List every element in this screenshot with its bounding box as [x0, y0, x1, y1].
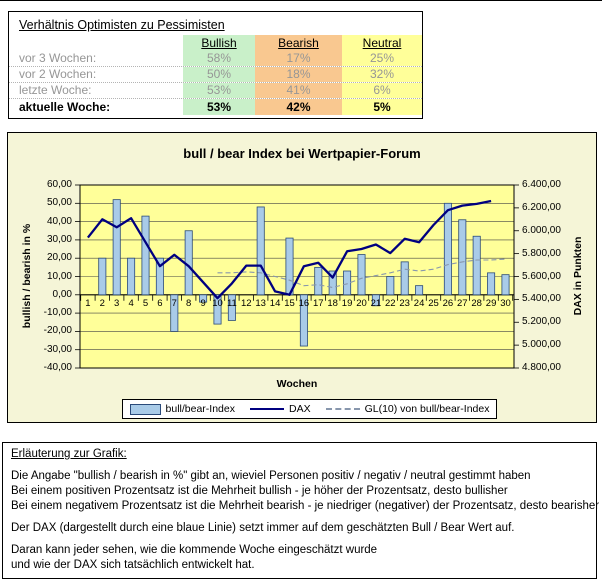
optimist-pessimist-table	[8, 11, 423, 119]
bull-bear-bar	[401, 262, 408, 295]
chart-legend	[122, 399, 497, 419]
explanation-line: Die Angabe "bullish / bearish in %" gibt an, wieviel Personen positiv / negativ / neutral gestimmt haben	[11, 470, 531, 482]
row-value: 53%	[183, 99, 255, 115]
x-tick-label: 1	[85, 298, 91, 309]
legend-item	[130, 403, 235, 415]
y-axis-left-title: bullish / bearish in %	[21, 223, 33, 329]
y-right-tick-label: 4.800,00	[522, 362, 561, 373]
x-tick-label: 28	[471, 298, 482, 309]
row-value: 17%	[255, 51, 342, 66]
table-row	[9, 99, 422, 115]
explanation-line: Erläuterung zur Grafik:	[11, 448, 127, 460]
bull-bear-bar	[444, 203, 451, 294]
column-header: Bearish	[255, 35, 342, 51]
bull-bear-bar	[99, 258, 106, 295]
y-left-tick-label: 60,00	[46, 179, 72, 190]
y-right-tick-label: 6.000,00	[522, 224, 561, 236]
y-left-tick-label: -20,00	[43, 325, 72, 337]
row-value: 41%	[255, 83, 342, 98]
explanation-line: Bei einem negativem Prozentsatz ist die Mehrheit bearish - je niedriger (negativer) der Prozentsatz, desto bearisher	[11, 500, 600, 512]
y-left-tick-label: 30,00	[46, 233, 72, 245]
x-axis-title: Wochen	[276, 378, 318, 390]
bull-bear-bar	[344, 271, 351, 295]
x-tick-label: 8	[186, 298, 192, 309]
x-tick-label: 2	[99, 298, 105, 309]
y-left-tick-label: 40,00	[46, 215, 72, 227]
y-right-tick-label: 5.600,00	[522, 270, 561, 282]
explanation-line	[11, 514, 596, 521]
y-left-tick-label: -10,00	[43, 307, 72, 319]
x-tick-label: 9	[200, 298, 206, 309]
row-value: 53%	[183, 83, 255, 98]
x-tick-label: 4	[128, 298, 134, 309]
y-left-tick-label: 10,00	[46, 270, 72, 282]
explanation-line	[11, 536, 596, 543]
x-tick-label: 10	[212, 298, 223, 309]
table-row	[9, 83, 422, 99]
bull-bear-bar	[488, 273, 495, 295]
y-left-tick-label: 50,00	[46, 197, 72, 209]
bull-bear-bar	[142, 216, 149, 295]
table-title: Verhältnis Optimisten zu Pessimisten	[19, 18, 225, 32]
y-left-tick-label: -40,00	[43, 362, 72, 373]
x-tick-label: 21	[370, 298, 382, 309]
row-label: vor 2 Wochen:	[19, 67, 97, 81]
legend-label: DAX	[288, 403, 311, 415]
table-row	[9, 67, 422, 83]
bull-bear-bar	[416, 286, 423, 295]
bull-bear-bar	[113, 200, 120, 295]
y-right-tick-label: 5.400,00	[522, 293, 561, 305]
explanation-box	[2, 442, 600, 579]
x-tick-label: 13	[255, 298, 266, 309]
x-tick-label: 20	[356, 298, 367, 309]
x-tick-label: 14	[269, 298, 281, 309]
x-tick-label: 7	[171, 298, 177, 309]
table-row	[9, 51, 422, 67]
row-label: letzte Woche:	[19, 83, 92, 97]
x-tick-label: 26	[442, 298, 454, 309]
y-right-tick-label: 5.800,00	[522, 247, 561, 259]
x-tick-label: 29	[485, 298, 497, 309]
table-grid	[9, 35, 422, 115]
row-value: 25%	[342, 51, 422, 66]
explanation-line: Bei einem positiven Prozentsatz ist die Mehrheit bullish - je höher der Prozentsatz, desto bullisher	[11, 485, 508, 497]
x-tick-label: 17	[313, 298, 324, 309]
explanation-line: Der DAX (dargestellt durch eine blaue Linie) setzt immer auf dem geschätzten Bull / Bear Wert auf.	[11, 522, 515, 534]
y-left-tick-label: 0,00	[52, 288, 72, 300]
x-tick-label: 27	[457, 298, 468, 309]
y-axis-right-title: DAX in Punkten	[572, 236, 584, 316]
x-tick-label: 3	[114, 298, 120, 309]
explanation-line: und wie der DAX sich tatsächlich entwickelt hat.	[11, 559, 255, 571]
row-value: 5%	[342, 99, 422, 115]
bull-bear-bar	[257, 207, 264, 295]
y-left-tick-label: 20,00	[46, 252, 72, 264]
bull-bear-bar	[286, 238, 293, 295]
x-tick-label: 18	[327, 298, 338, 309]
x-tick-label: 22	[385, 298, 396, 309]
column-header: Neutral	[342, 35, 422, 51]
x-tick-label: 6	[157, 298, 163, 309]
dash-swatch-icon	[326, 408, 360, 410]
y-right-tick-label: 6.200,00	[522, 201, 561, 213]
y-right-tick-label: 5.000,00	[522, 339, 561, 351]
y-right-tick-label: 6.400,00	[522, 179, 561, 190]
y-left-tick-label: -30,00	[43, 343, 72, 355]
y-right-tick-label: 5.200,00	[522, 316, 561, 328]
column-header: Bullish	[183, 35, 255, 51]
legend-item	[250, 403, 311, 415]
row-label: aktuelle Woche:	[19, 100, 111, 114]
bull-bear-bar	[502, 275, 509, 295]
chart-title: bull / bear Index bei Wertpapier-Forum	[183, 146, 421, 161]
bar-swatch-icon	[130, 404, 161, 415]
row-value: 42%	[255, 99, 342, 115]
row-value: 18%	[255, 67, 342, 82]
bull-bear-bar	[473, 236, 480, 295]
row-label: vor 3 Wochen:	[19, 51, 97, 65]
bull-bear-bar	[387, 277, 394, 295]
row-value: 50%	[183, 67, 255, 82]
line-swatch-icon	[250, 408, 284, 410]
x-tick-label: 15	[284, 298, 295, 309]
x-tick-label: 30	[500, 298, 511, 309]
legend-label: bull/bear-Index	[165, 403, 235, 415]
bull-bear-bar	[459, 220, 466, 295]
legend-label: GL(10) von bull/bear-Index	[364, 403, 490, 415]
row-value: 32%	[342, 67, 422, 82]
bull-bear-bar	[128, 258, 135, 295]
table-header-spacer	[9, 35, 183, 51]
plot-area	[80, 185, 514, 368]
row-value: 58%	[183, 51, 255, 66]
x-tick-label: 24	[413, 298, 425, 309]
bull-bear-bar	[315, 267, 322, 294]
x-tick-label: 5	[142, 298, 149, 309]
explanation-line: Daran kann jeder sehen, wie die kommende Woche eingeschätzt wurde	[11, 544, 378, 556]
x-tick-label: 16	[298, 298, 310, 309]
table-header-row	[9, 35, 422, 51]
bull-bear-bar	[358, 255, 365, 295]
explanation-line	[11, 462, 596, 469]
x-tick-label: 11	[226, 298, 237, 309]
legend-item	[326, 403, 490, 415]
row-value: 6%	[342, 83, 422, 98]
x-tick-label: 19	[341, 298, 353, 309]
x-tick-label: 25	[428, 298, 439, 309]
x-tick-label: 12	[241, 298, 252, 309]
bull-bear-chart	[7, 132, 597, 423]
x-tick-label: 23	[399, 298, 410, 309]
